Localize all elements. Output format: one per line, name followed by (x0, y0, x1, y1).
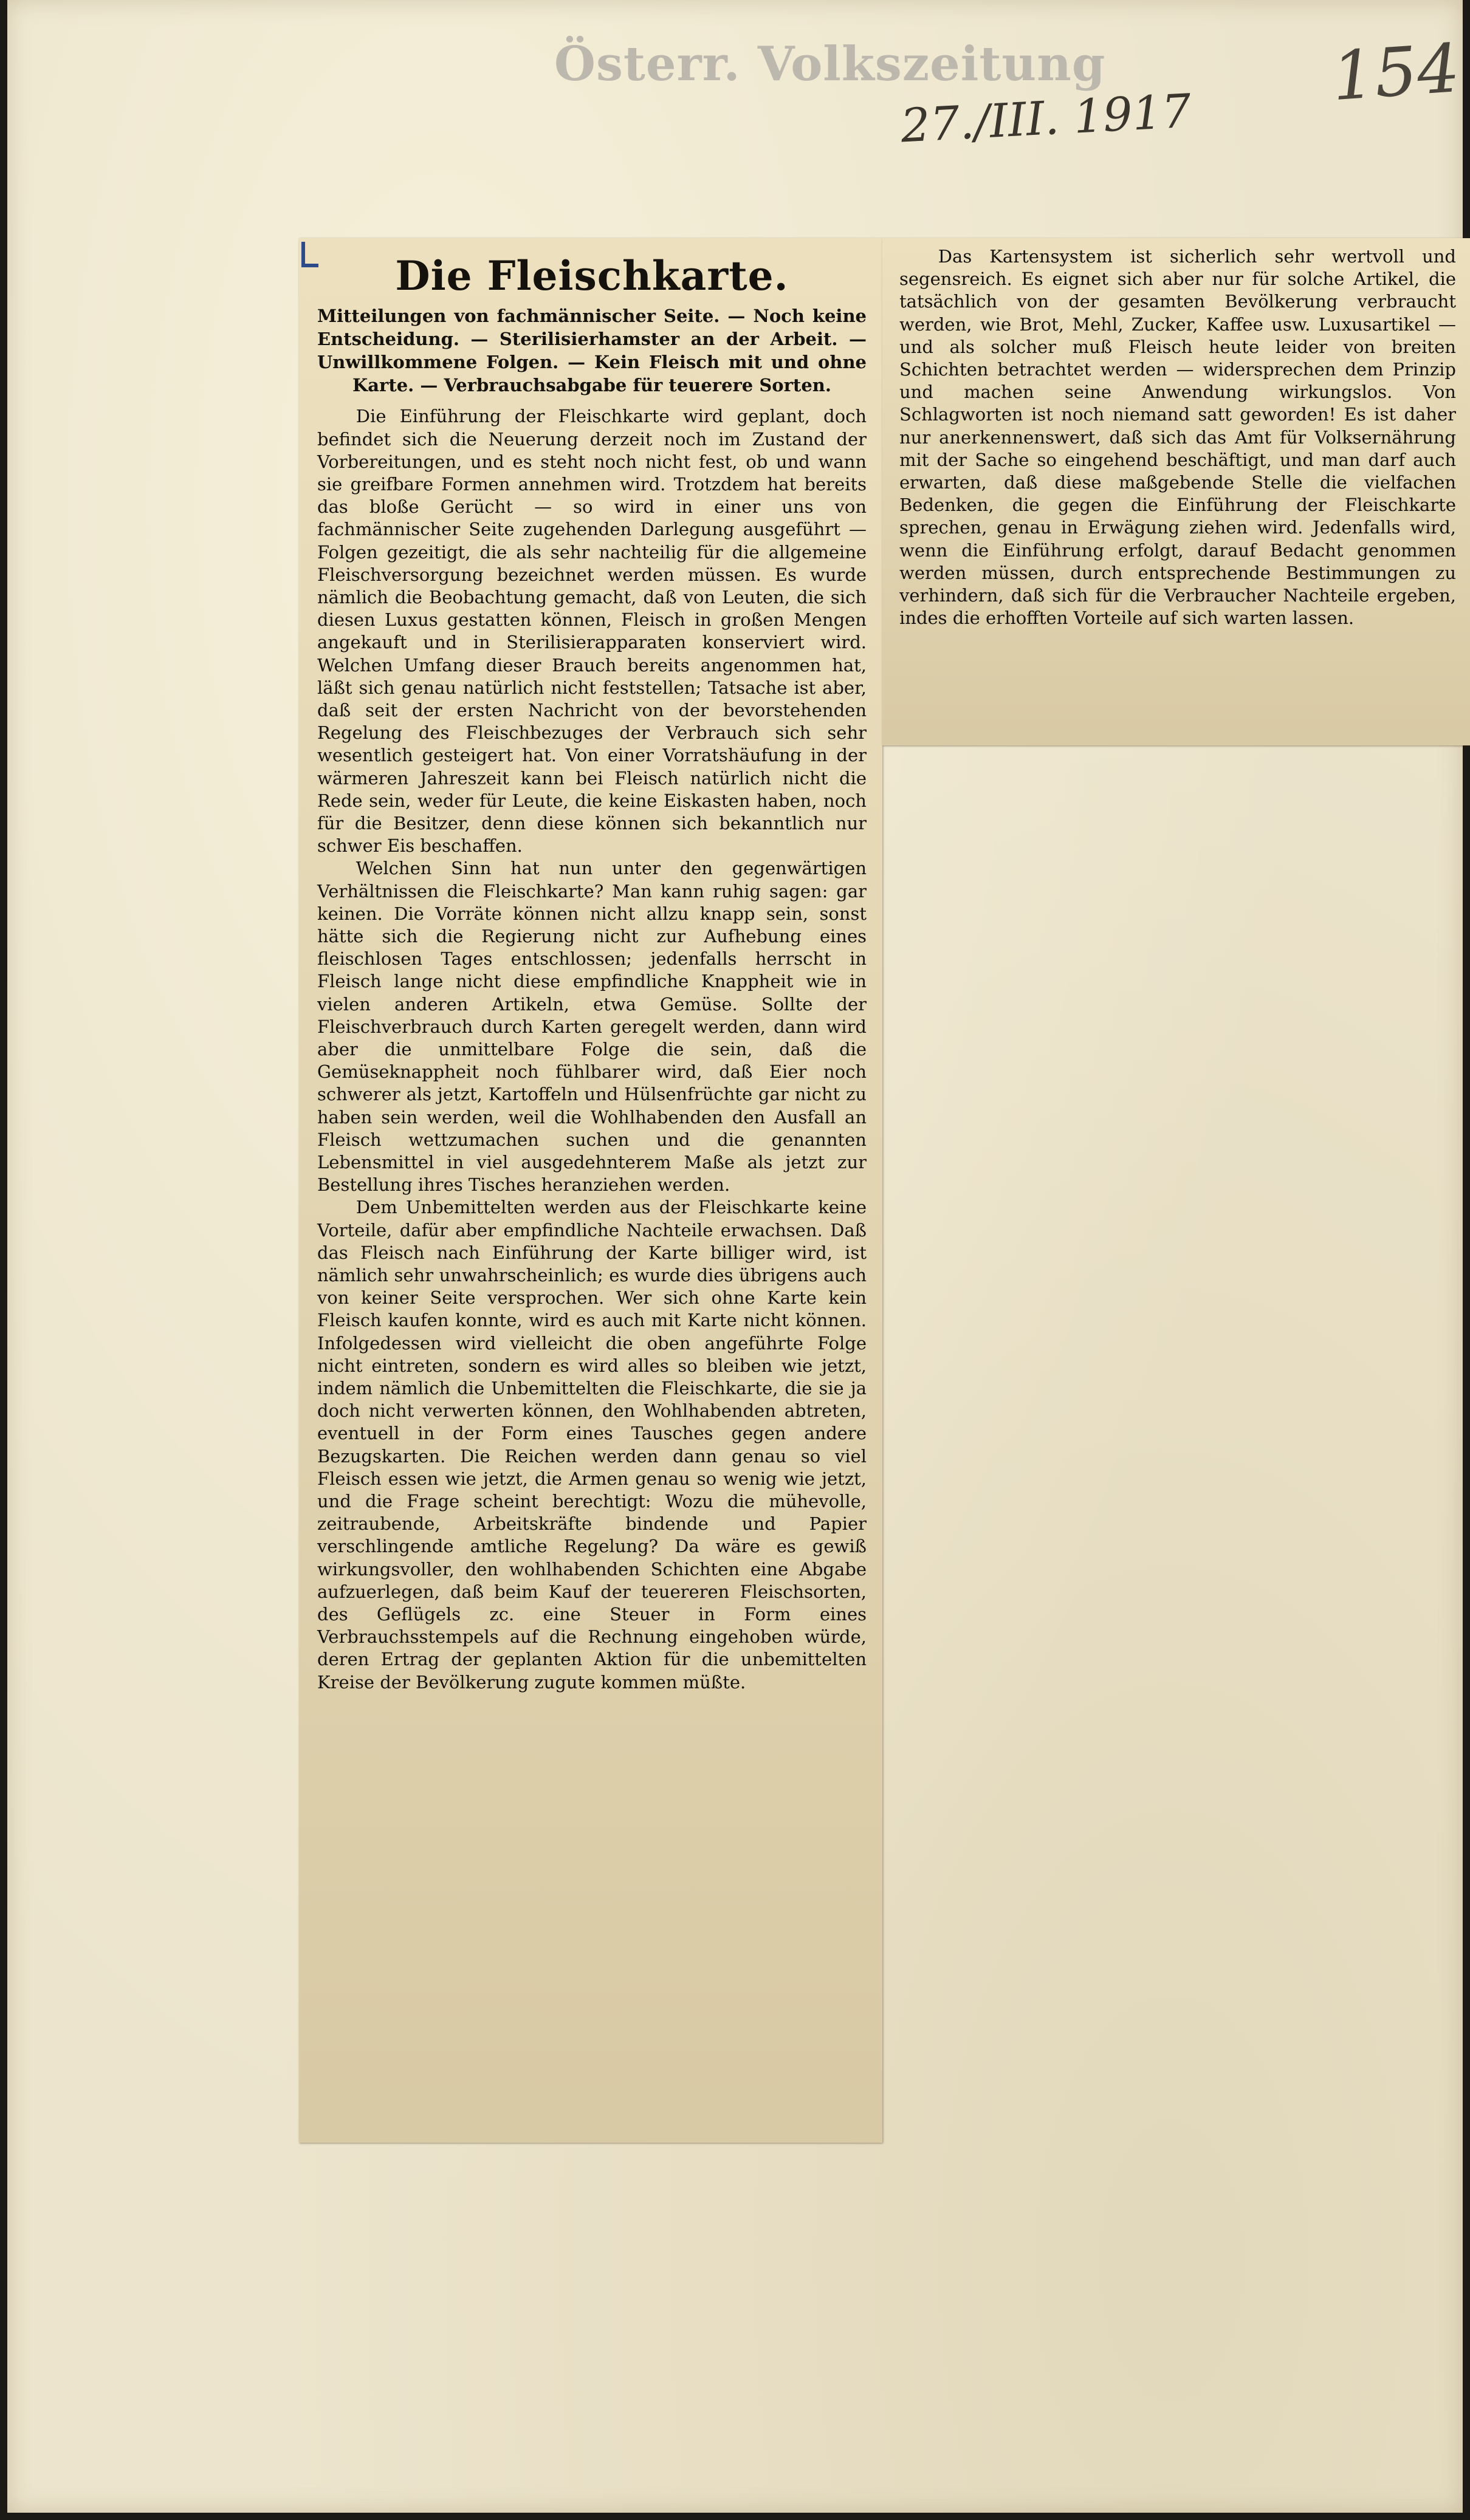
article-paragraph: Dem Unbemittelten werden aus der Fleischkarte keine Vorteile, dafür aber empfindliche Nachteile erwachsen. Daß das Fleisch nach Einführung der Karte billiger wird, ist nämlich sehr unwahrscheinlich; es wurde dies übrigens auch von keiner Seite versprochen. Wer sich ohne Karte kein Fleisch kaufen konnte, wird es auch mit Karte nicht können. Infolgedessen wird vielleicht die oben angeführte Folge nicht eintreten, sondern es wird alles so bleiben wie jetzt, indem nämlich die Unbemittelten die Fleischkarte, die sie ja doch nicht verwerten können, den Wohlhabenden abtreten, eventuell in der Form eines Tausches gegen andere Bezugskarten. Die Reichen werden dann genau so viel Fleisch essen wie jetzt, die Armen genau so wenig wie jetzt, und die Frage scheint berechtigt: Wozu die mühevolle, zeitraubende, Arbeitskräfte bindende und Papier verschlingende amtliche Regelung? Da wäre es gewiß wirkungsvoller, den wohlhabenden Schichten eine Abgabe aufzuerlegen, daß beim Kauf der teuereren Fleischsorten, des Geflügels zc. eine Steuer in Form eines Verbrauchsstempels auf die Rechnung eingehoben würde, deren Ertrag der geplanten Aktion für die unbemittelten Kreise der Bevölkerung zugute kommen müßte. (317, 1197, 867, 1693)
article-paragraph: Die Einführung der Fleischkarte wird geplant, doch befindet sich die Neuerung derzeit noch im Zustand der Vorbereitungen, und es steht noch nicht fest, ob und wann sie greifbare Formen annehmen wird. Trotzdem hat bereits das bloße Gerücht — so wird in einer uns von fachmännischer Seite zugehenden Darlegung ausgeführt — Folgen gezeitigt, die als sehr nachteilig für die allgemeine Fleischversorgung bezeichnet werden müssen. Es wurde nämlich die Beobachtung gemacht, daß von Leuten, die sich diesen Luxus gestatten können, Fleisch in großen Mengen angekauft und in Sterilisierapparaten konserviert wird. Welchen Umfang dieser Brauch bereits angenommen hat, läßt sich genau natürlich nicht feststellen; Tatsache ist aber, daß seit der ersten Nachricht von der bevorstehenden Regelung des Fleischbezuges der Verbrauch sich sehr wesentlich gesteigert hat. Von einer Vorratshäufung in der wärmeren Jahreszeit kann bei Fleisch natürlich nicht die Rede sein, weder für Leute, die keine Eiskasten haben, noch für die Besitzer, denn diese können sich bekanntlich nur schwer Eis beschaffen. (317, 406, 867, 857)
article-clipping-left (299, 238, 882, 2143)
article-continuation-paragraph: Das Kartensystem ist sicherlich sehr wertvoll und segensreich. Es eignet sich aber nur für solche Artikel, die tatsächlich von der gesamten Bevölkerung verbraucht werden, wie Brot, Mehl, Zucker, Kaffee usw. Luxusartikel — und als solcher muß Fleisch heute leider von breiten Schichten betrachtet werden — widersprechen dem Prinzip und machen seine Anwendung wirkungslos. Von Schlagworten ist noch niemand satt geworden! Es ist daher nur anerkennenswert, daß sich das Amt für Volksernährung mit der Sache so eingehend beschäftigt, und man darf auch erwarten, daß diese maßgebende Stelle die vielfachen Bedenken, die gegen die Einführung der Fleischkarte sprechen, genau in Erwägung ziehen wird. Jedenfalls wird, wenn die Einführung erfolgt, darauf Bedacht genommen werden müssen, durch entsprechende Bestimmungen zu verhindern, daß sich für die Verbraucher Nachteile ergeben, indes die erhofften Vorteile auf sich warten lassen. (899, 246, 1456, 629)
handwritten-page-number: 154 (1329, 29, 1463, 116)
article-paragraph: Welchen Sinn hat nun unter den gegenwärtigen Verhältnissen die Fleischkarte? Man kann ruhig sagen: gar keinen. Die Vorräte können nicht allzu knapp sein, sonst hätte sich die Regierung nicht zur Aufhebung eines fleischlosen Tages entschlossen; jedenfalls herrscht in Fleisch lange nicht diese empfindliche Knappheit wie in vielen anderen Artikeln, etwa Gemüse. Sollte der Fleischverbrauch durch Karten geregelt werden, dann wird aber die unmittelbare Folge die sein, daß die Gemüseknappheit noch fühlbarer wird, daß Eier noch schwerer als jetzt, Kartoffeln und Hülsenfrüchte gar nicht zu haben sein werden, weil die Wohlhabenden den Ausfall an Fleisch wettzumachen suchen und die genannten Lebensmittel in viel ausgedehnterem Maße als jetzt zur Bestellung ihres Tisches heranziehen werden. (317, 858, 867, 1196)
article-clipping-right (882, 238, 1470, 745)
article-headline: Die Fleischkarte. (395, 252, 789, 300)
newspaper-source-stamp: Österr. Volkszeitung (554, 36, 1106, 92)
article-subhead: Mitteilungen von fachmännischer Seite. — Noch keine Entscheidung. — Sterilisierhamster an der Arbeit. — Unwillkommene Folgen. — Kein Fleisch mit und ohne Karte. — Verbrauchsabgabe für teuerere Sorten. (317, 306, 867, 396)
handwritten-date: 27./III. 1917 (899, 83, 1193, 153)
archive-sheet (7, 0, 1463, 2513)
blue-pencil-mark-icon (301, 242, 318, 267)
